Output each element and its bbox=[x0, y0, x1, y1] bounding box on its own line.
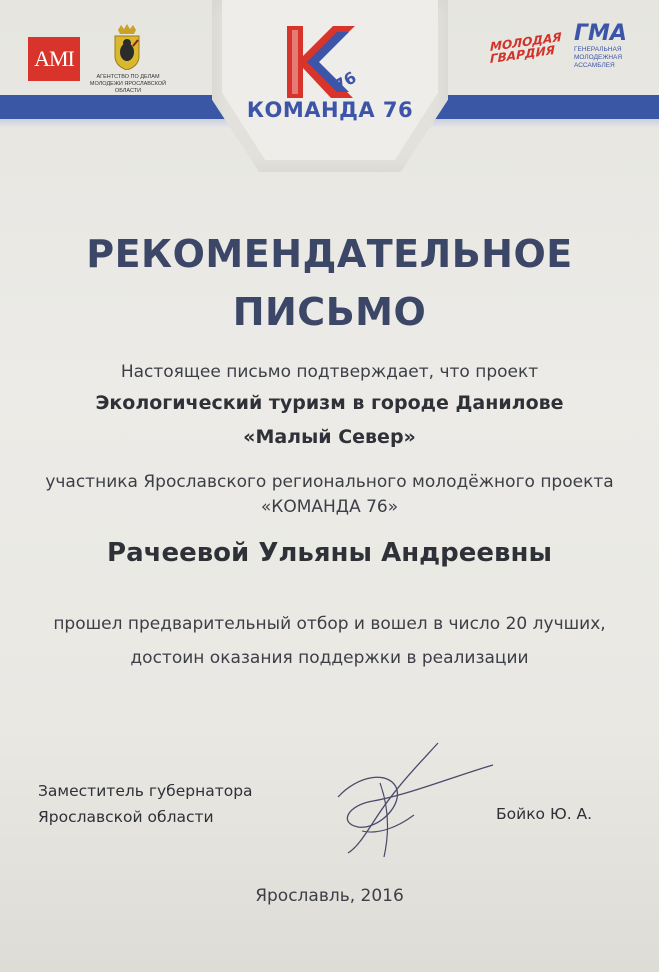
k76-logo-number: 76 bbox=[330, 67, 360, 96]
person-name: Рачеевой Ульяны Андреевны bbox=[107, 538, 552, 568]
signer-position-line2: Ярославской области bbox=[38, 808, 214, 826]
passed-text: прошел предварительный отбор и вошел в число 20 лучших, bbox=[53, 614, 606, 634]
letter-title-line1: РЕКОМЕНДАТЕЛЬНОЕ bbox=[86, 232, 573, 276]
worthy-text: достоин оказания поддержки в реализации bbox=[130, 648, 529, 668]
signer-position-line1: Заместитель губернатора bbox=[38, 782, 253, 800]
participant-line1: участника Ярославского регионального молодёжного проекта bbox=[45, 472, 614, 492]
team-title: КОМАНДА 76 bbox=[246, 98, 414, 122]
agency-caption: АГЕНТСТВО ПО ДЕЛАМ МОЛОДЕЖИ ЯРОСЛАВСКОЙ ОБЛАСТИ bbox=[89, 74, 167, 94]
molodaya-gvardiya-logo: МОЛОДАЯ ГВАРДИЯ bbox=[490, 30, 562, 67]
city-year: Ярославль, 2016 bbox=[255, 886, 404, 906]
project-name-line2: «Малый Север» bbox=[243, 426, 416, 448]
letter-title-line2: ПИСЬМО bbox=[232, 290, 427, 334]
ami-logo: AMI bbox=[28, 37, 80, 81]
gma-caption: ГЕНЕРАЛЬНАЯ МОЛОДЕЖНАЯ АССАМБЛЕЯ bbox=[574, 46, 623, 69]
yaroslavl-crest-icon bbox=[112, 24, 142, 70]
signer-position bbox=[38, 778, 253, 830]
gma-mark: ГМА bbox=[574, 21, 627, 46]
participant-line2: «КОМАНДА 76» bbox=[260, 497, 399, 517]
gma-logo bbox=[574, 22, 638, 70]
project-name-line1: Экологический туризм в городе Данилове bbox=[95, 392, 564, 414]
k76-logo-icon bbox=[283, 22, 363, 102]
handwritten-signature bbox=[318, 735, 503, 865]
signer-name: Бойко Ю. А. bbox=[496, 805, 593, 823]
header-band-right bbox=[424, 95, 659, 129]
confirm-text: Настоящее письмо подтверждает, что проект bbox=[120, 362, 539, 382]
